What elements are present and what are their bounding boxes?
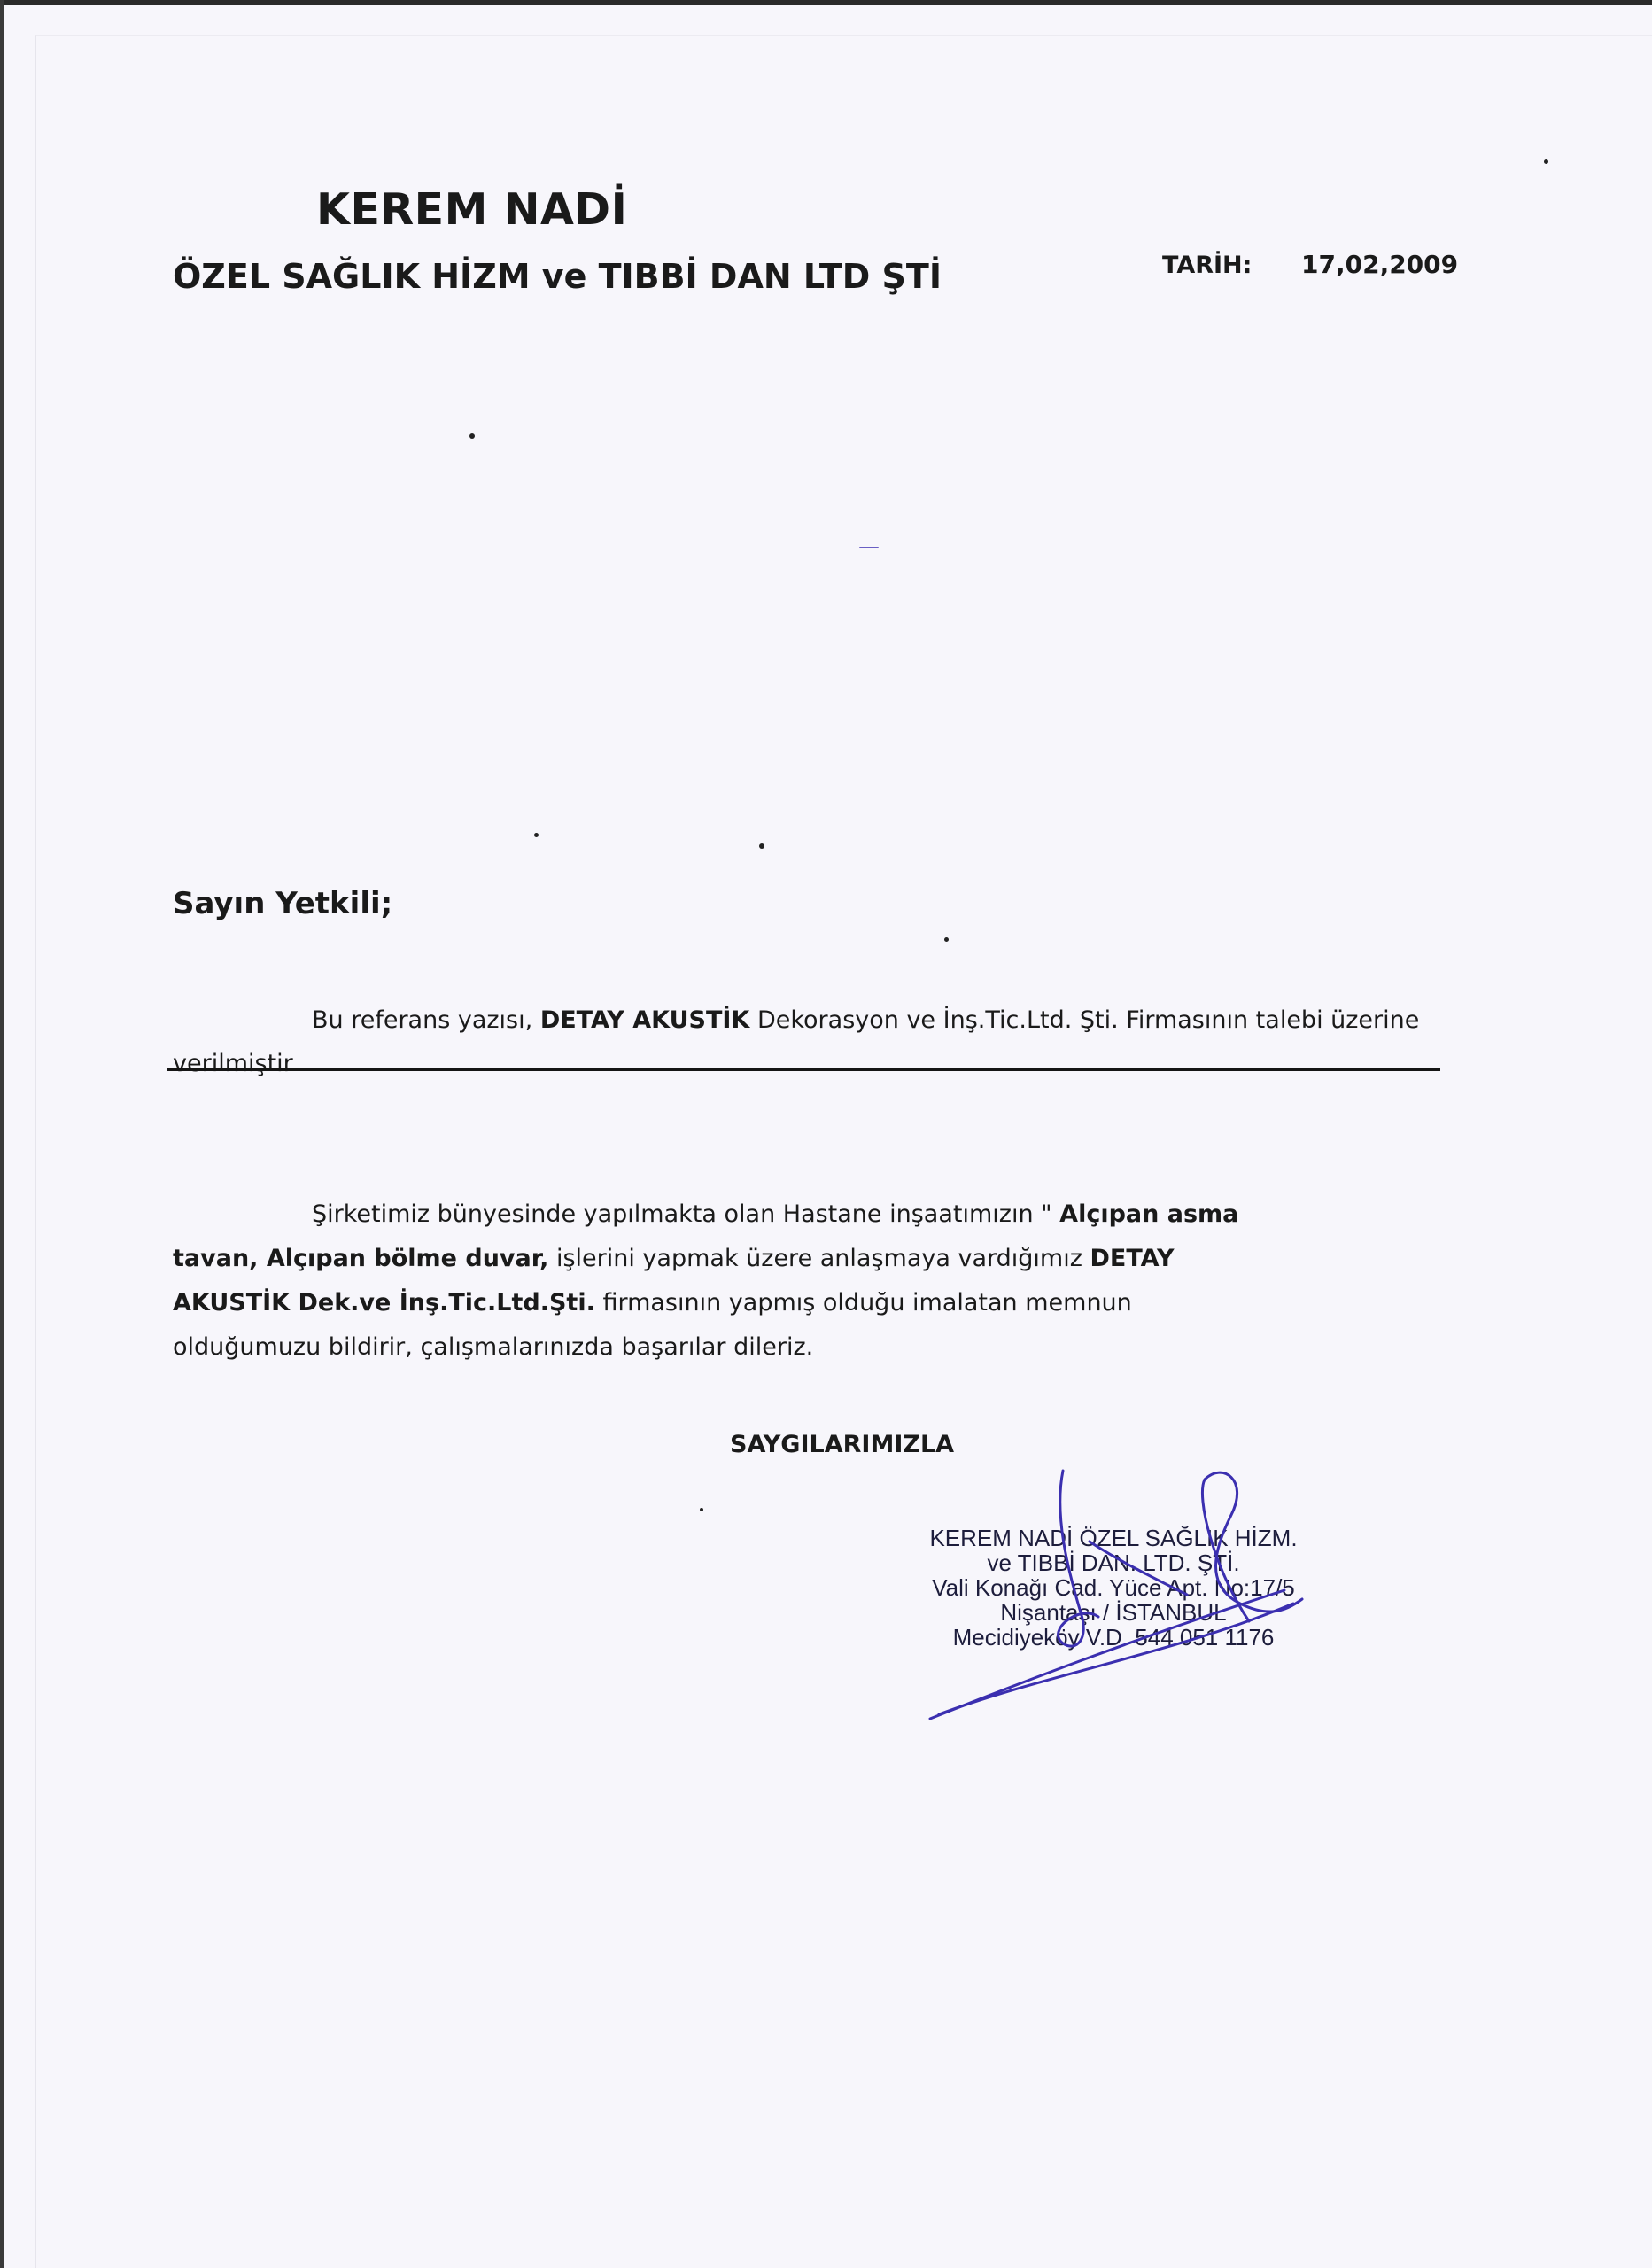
stamp-line: KEREM NADİ ÖZEL SAĞLIK HİZM. [929,1525,1298,1551]
scan-speck [759,843,764,849]
horizontal-rule [167,1068,1440,1071]
date-label: TARİH: [1162,252,1253,279]
letterhead-name: KEREM NADİ [316,184,628,235]
stamp-line: Mecidiyeköy V.D. 544 051 1176 [952,1624,1275,1651]
body-text-3: firmasının yapmış olduğu imalatan memnun olduğumuzu bildirir, çalışmalarınızda başarılar dileriz. [173,1289,1132,1361]
body-paragraph [173,1192,1271,1370]
handwritten-signature [912,1462,1320,1728]
stamp-line: Vali Konağı Cad. Yüce Apt. No:17/5 [932,1574,1295,1601]
reference-company-bold: DETAY AKUSTİK [539,1006,750,1034]
body-company-bold: DETAY AKUSTİK Dek.ve İnş.Tic.Ltd.Şti. [173,1245,1175,1317]
page-inner-edge [35,35,1652,2268]
reference-text-1: Bu referans yazısı, [312,1006,533,1034]
scan-speck [859,547,879,548]
closing: SAYGILARIMIZLA [730,1431,955,1458]
letterhead-company: ÖZEL SAĞLIK HİZM ve TIBBİ DAN LTD ŞTİ [173,257,942,296]
reference-text-2: Dekorasyon ve İnş.Tic.Ltd. Şti. Firmasının talebi üzerine verilmiştir. [173,1006,1420,1077]
reference-paragraph [173,998,1431,1085]
scan-speck [944,937,949,942]
stamp-line: Nişantaşı / İSTANBUL [1000,1599,1227,1626]
stamp-line: ve TIBBİ DAN. LTD. ŞTİ. [987,1550,1240,1576]
body-text-1: Şirketimiz bünyesinde yapılmakta olan Hastane inşaatımızın " [312,1200,1052,1228]
scan-speck [1544,159,1548,164]
scan-speck [700,1508,703,1511]
body-work-bold: Alçıpan asma tavan, Alçıpan bölme duvar, [173,1200,1239,1272]
body-text-2: işlerini yapmak üzere anlaşmaya vardığımız [555,1245,1082,1272]
scan-speck [534,833,539,837]
scan-speck [469,433,475,439]
salutation: Sayın Yetkili; [173,886,393,921]
date-value: 17,02,2009 [1301,250,1459,279]
